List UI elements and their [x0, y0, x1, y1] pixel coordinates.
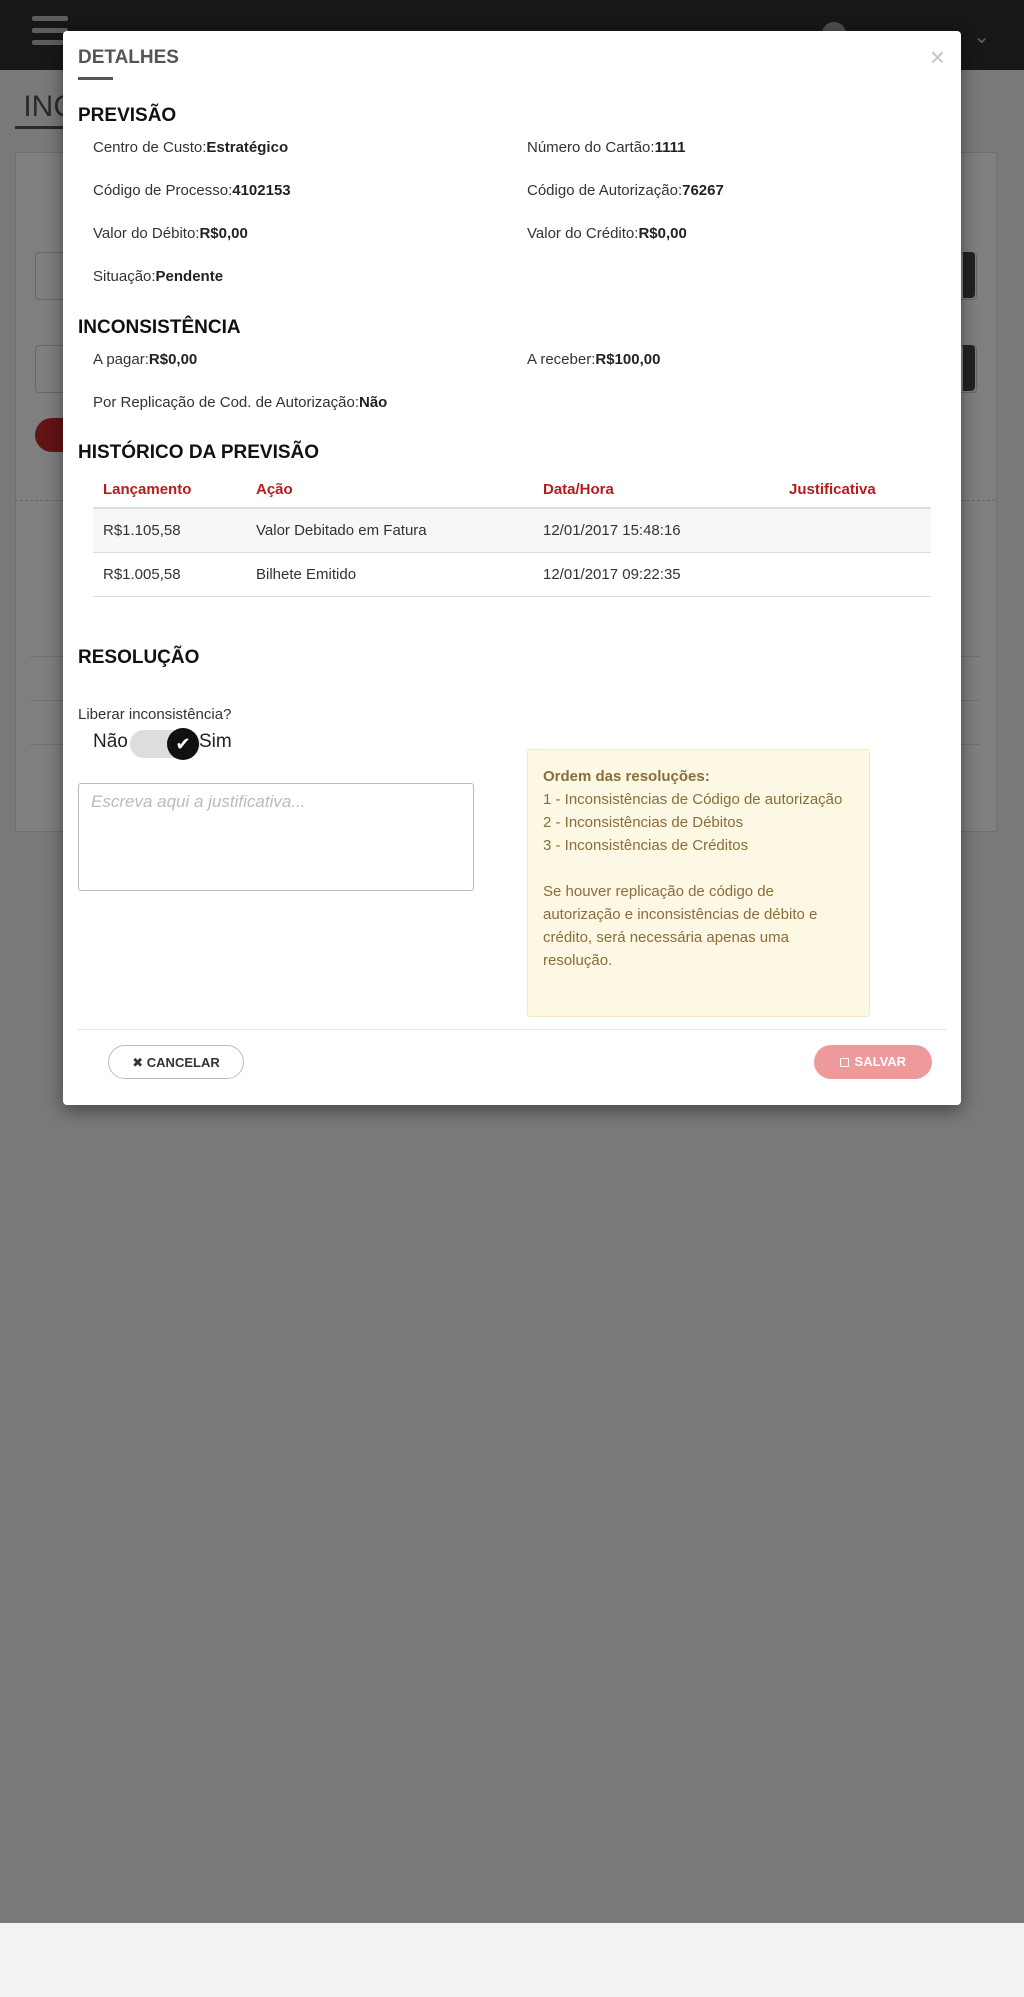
- cell-lancamento: R$1.005,58: [93, 553, 246, 597]
- field-situacao: Situação:Pendente: [93, 268, 224, 285]
- note-spacer: [543, 857, 854, 880]
- section-heading-historico: HISTÓRICO DA PREVISÃO: [78, 442, 320, 463]
- title-underline: [78, 77, 113, 80]
- note-item: 2 - Inconsistências de Débitos: [543, 814, 744, 831]
- table-row: [93, 508, 931, 553]
- column-header-lancamento[interactable]: Lançamento: [93, 471, 246, 508]
- column-header-data-hora[interactable]: Data/Hora: [533, 471, 779, 508]
- page-bottom-strip: [0, 1923, 1024, 1997]
- section-heading-previsao: PREVISÃO: [78, 105, 177, 126]
- note-item: 3 - Inconsistências de Créditos: [543, 837, 749, 854]
- field-a-pagar: A pagar:R$0,00: [93, 351, 198, 368]
- floppy-disk-icon: [840, 1058, 849, 1067]
- table-row: [93, 553, 931, 597]
- field-centro-de-custo: Centro de Custo:Estratégico: [93, 139, 289, 156]
- field-a-receber: A receber:R$100,00: [527, 351, 661, 368]
- field-numero-do-cartao: Número do Cartão:1111: [527, 139, 686, 156]
- justification-textarea[interactable]: [78, 783, 474, 891]
- note-paragraph: Se houver replicação de código de autorização e inconsistências de débito e crédito, será necessária apenas uma resolução.: [543, 883, 818, 969]
- close-icon[interactable]: ×: [929, 42, 945, 72]
- note-title: Ordem das resoluções:: [543, 768, 710, 785]
- column-header-justificativa[interactable]: Justificativa: [779, 471, 931, 508]
- cell-justificativa: [779, 508, 931, 553]
- cell-data-hora: 12/01/2017 15:48:16: [533, 508, 779, 553]
- cell-lancamento: R$1.105,58: [93, 508, 246, 553]
- save-button[interactable]: [814, 1045, 932, 1079]
- field-valor-do-credito: Valor do Crédito:R$0,00: [527, 225, 687, 242]
- field-codigo-de-autorizacao: Código de Autorização:76267: [527, 182, 724, 199]
- resolution-order-note: [527, 749, 870, 1017]
- history-table: [93, 471, 931, 597]
- column-header-acao[interactable]: Ação: [246, 471, 533, 508]
- toggle-on-label[interactable]: Sim: [199, 731, 232, 752]
- cancel-button[interactable]: [108, 1045, 244, 1079]
- cancel-button-label: CANCELAR: [146, 1055, 220, 1070]
- footer-divider: [78, 1029, 946, 1030]
- save-button-label: SALVAR: [854, 1054, 907, 1069]
- table-header-row: [93, 471, 931, 508]
- field-codigo-de-processo: Código de Processo:4102153: [93, 182, 291, 199]
- cell-acao: Valor Debitado em Fatura: [246, 508, 533, 553]
- modal-title: DETALHES: [78, 47, 179, 68]
- cell-acao: Bilhete Emitido: [246, 553, 533, 597]
- release-question-label: Liberar inconsistência?: [78, 706, 232, 723]
- cell-data-hora: 12/01/2017 09:22:35: [533, 553, 779, 597]
- check-icon[interactable]: ✔: [167, 728, 199, 760]
- toggle-off-label[interactable]: Não: [93, 731, 128, 752]
- field-por-replicacao: Por Replicação de Cod. de Autorização:Não: [93, 394, 388, 411]
- field-valor-do-debito: Valor do Débito:R$0,00: [93, 225, 248, 242]
- cell-justificativa: [779, 553, 931, 597]
- close-icon: ✖: [132, 1055, 144, 1070]
- note-item: 1 - Inconsistências de Código de autorização: [543, 791, 843, 808]
- details-modal: [63, 31, 961, 1105]
- section-heading-resolucao: RESOLUÇÃO: [78, 647, 200, 668]
- section-heading-inconsistencia: INCONSISTÊNCIA: [78, 317, 241, 338]
